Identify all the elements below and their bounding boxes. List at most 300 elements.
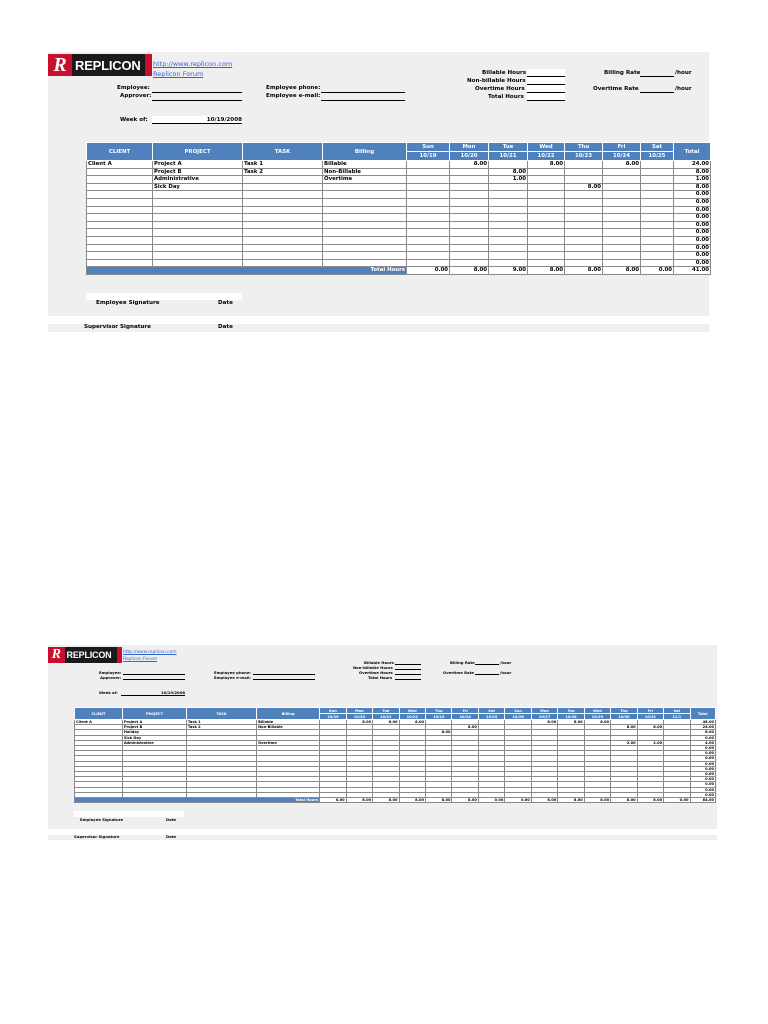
cell-hours[interactable]	[489, 221, 528, 229]
cell-project[interactable]: Project A	[122, 720, 186, 725]
header-day: Fri	[603, 143, 641, 152]
cell-billing[interactable]: Overtime	[323, 176, 407, 184]
cell-hours[interactable]	[450, 191, 489, 199]
header-date: 10/22	[528, 152, 565, 161]
cell-hours[interactable]: 8.00	[637, 725, 663, 730]
cell-hours[interactable]	[565, 214, 603, 222]
cell-task[interactable]	[243, 236, 323, 244]
cell-task[interactable]: Task 1	[243, 161, 323, 169]
cell-hours[interactable]	[641, 221, 674, 229]
total-hours-row	[87, 267, 711, 275]
cell-task[interactable]: Task 1	[186, 720, 256, 725]
cell-billing[interactable]: Non-Billable	[323, 168, 407, 176]
cell-task[interactable]	[243, 206, 323, 214]
cell-row-total: 8.00	[674, 168, 711, 176]
cell-task[interactable]: Task 2	[186, 725, 256, 730]
cell-hours[interactable]	[528, 206, 565, 214]
header-date: 10/27	[531, 714, 557, 720]
cell-hours[interactable]	[641, 214, 674, 222]
employee-signature-field[interactable]	[86, 293, 242, 300]
cell-hours[interactable]	[528, 214, 565, 222]
cell-hours[interactable]: 8.00	[346, 720, 372, 725]
cell-hours[interactable]: 8.00	[558, 720, 584, 725]
cell-hours[interactable]	[450, 244, 489, 252]
billing-rate-field[interactable]	[640, 76, 674, 77]
overtime-rate-field-small[interactable]	[475, 674, 499, 675]
cell-billing[interactable]: Non-Billable	[257, 725, 320, 730]
website-link[interactable]: http://www.replicon.com	[153, 60, 233, 68]
approver-label: Approver:	[120, 93, 152, 99]
cell-hours[interactable]	[528, 259, 565, 267]
cell-hours[interactable]	[528, 244, 565, 252]
cell-hours[interactable]	[565, 206, 603, 214]
cell-hours[interactable]	[641, 191, 674, 199]
cell-billing[interactable]	[323, 191, 407, 199]
cell-hours[interactable]	[603, 191, 641, 199]
cell-project[interactable]	[153, 259, 243, 267]
table-row	[87, 214, 711, 222]
cell-hours[interactable]	[489, 214, 528, 222]
header-date: 11/1	[664, 714, 690, 720]
cell-billing[interactable]	[323, 229, 407, 237]
cell-hours[interactable]	[641, 244, 674, 252]
supervisor-signature-field[interactable]	[48, 316, 709, 324]
cell-billing[interactable]	[323, 221, 407, 229]
billing-rate-unit-small: /hour	[500, 660, 512, 665]
cell-hours[interactable]	[641, 183, 674, 191]
email-field-small[interactable]	[253, 679, 315, 680]
nonbillable-hours-field-small[interactable]	[395, 669, 421, 670]
cell-task[interactable]	[243, 221, 323, 229]
cell-row-total: 0.00	[690, 777, 715, 782]
website-link-small[interactable]: http://www.replicon.com	[123, 650, 177, 655]
cell-hours[interactable]	[641, 198, 674, 206]
cell-hours[interactable]	[565, 244, 603, 252]
header-day: Thu	[426, 708, 452, 714]
total-hours-field-small[interactable]	[395, 679, 421, 680]
header-date: 10/24	[603, 152, 641, 161]
cell-hours[interactable]	[407, 221, 450, 229]
cell-hours[interactable]	[603, 198, 641, 206]
employee-field-small[interactable]	[123, 674, 185, 675]
cell-row-total: 0.00	[674, 198, 711, 206]
cell-hours[interactable]: 8.00	[565, 183, 603, 191]
cell-hours[interactable]	[407, 244, 450, 252]
header-date: 10/22	[399, 714, 425, 720]
header-day: Mon	[531, 708, 557, 714]
cell-billing[interactable]: Billable	[257, 720, 320, 725]
cell-project[interactable]	[153, 198, 243, 206]
day-total: 8.00	[565, 267, 603, 275]
cell-hours[interactable]	[641, 176, 674, 184]
total-hours-label-small: Total Hours	[368, 675, 393, 680]
timesheet-biweekly-table	[74, 707, 716, 803]
cell-hours[interactable]	[407, 176, 450, 184]
cell-hours[interactable]	[407, 259, 450, 267]
day-total: 8.00	[603, 267, 641, 275]
cell-hours[interactable]	[489, 206, 528, 214]
cell-hours[interactable]: 8.00	[452, 725, 478, 730]
cell-hours[interactable]	[565, 161, 603, 169]
cell-hours[interactable]	[641, 206, 674, 214]
cell-hours[interactable]	[603, 176, 641, 184]
approver-field[interactable]	[152, 100, 242, 101]
cell-task[interactable]	[243, 198, 323, 206]
table-row	[87, 161, 711, 169]
table-row	[87, 198, 711, 206]
day-total: 0.00	[505, 798, 531, 803]
billable-hours-field-small[interactable]	[395, 664, 421, 665]
cell-hours[interactable]	[450, 259, 489, 267]
cell-client[interactable]: Client A	[87, 161, 153, 169]
cell-hours[interactable]	[489, 236, 528, 244]
cell-hours[interactable]	[407, 252, 450, 260]
cell-hours[interactable]	[528, 229, 565, 237]
cell-project[interactable]	[153, 206, 243, 214]
cell-project[interactable]: Project B	[122, 725, 186, 730]
cell-hours[interactable]	[407, 229, 450, 237]
header-date: 10/21	[489, 152, 528, 161]
day-total: 8.00	[452, 798, 478, 803]
cell-hours[interactable]: 8.00	[584, 720, 610, 725]
billable-hours-label-small: Billable Hours	[364, 660, 394, 665]
header-day: Tue	[558, 708, 584, 714]
header-day: Fri	[637, 708, 663, 714]
header-day: Mon	[450, 143, 489, 152]
cell-hours[interactable]: 8.00	[399, 720, 425, 725]
cell-hours[interactable]	[565, 252, 603, 260]
cell-billing[interactable]	[323, 259, 407, 267]
cell-hours[interactable]	[565, 259, 603, 267]
supervisor-signature-date: Date	[218, 324, 233, 330]
table-row	[87, 244, 711, 252]
phone-field[interactable]	[321, 92, 405, 93]
approver-field-small[interactable]	[123, 679, 185, 680]
cell-client[interactable]	[87, 229, 153, 237]
cell-project[interactable]	[153, 229, 243, 237]
header-total: Total	[674, 143, 711, 161]
header-day: Tue	[489, 143, 528, 152]
cell-row-total: 0.00	[690, 792, 715, 797]
cell-hours[interactable]	[528, 176, 565, 184]
replicon-r-mark: R	[48, 54, 72, 76]
overtime-rate-label: Overtime Rate	[593, 86, 639, 92]
header-date: 10/20	[346, 714, 372, 720]
cell-client[interactable]	[87, 236, 153, 244]
cell-hours[interactable]	[528, 191, 565, 199]
cell-row-total: 1.00	[674, 176, 711, 184]
overtime-hours-field-small[interactable]	[395, 674, 421, 675]
cell-client[interactable]	[87, 221, 153, 229]
cell-hours[interactable]	[603, 214, 641, 222]
week-of-field-small[interactable]	[121, 695, 185, 696]
cell-project[interactable]: Project A	[153, 161, 243, 169]
cell-hours[interactable]	[407, 214, 450, 222]
day-total: 0.00	[641, 267, 674, 275]
cell-hours[interactable]	[407, 206, 450, 214]
cell-hours[interactable]	[489, 161, 528, 169]
cell-billing[interactable]	[323, 244, 407, 252]
cell-row-total: 0.00	[674, 221, 711, 229]
header-date: 10/21	[373, 714, 399, 720]
cell-hours[interactable]	[603, 252, 641, 260]
cell-hours[interactable]	[450, 236, 489, 244]
email-label-small: Employee e-mail:	[214, 675, 251, 680]
header-date: 10/23	[426, 714, 452, 720]
approver-label-small: Approver:	[100, 675, 122, 680]
cell-task[interactable]	[243, 214, 323, 222]
cell-client[interactable]	[87, 168, 153, 176]
cell-hours[interactable]	[450, 252, 489, 260]
cell-billing[interactable]: Billable	[323, 161, 407, 169]
cell-hours[interactable]	[641, 259, 674, 267]
cell-hours[interactable]	[407, 191, 450, 199]
nonbillable-hours-label-small: Non-billable Hours	[353, 665, 393, 670]
cell-hours[interactable]	[565, 191, 603, 199]
cell-hours[interactable]	[565, 176, 603, 184]
week-of-value: 10/19/2008	[206, 117, 242, 123]
cell-hours[interactable]	[641, 161, 674, 169]
total-hours-row-label: Total Hours	[87, 267, 407, 275]
cell-hours[interactable]	[407, 168, 450, 176]
header-day: Sun	[320, 708, 346, 714]
cell-hours[interactable]	[565, 229, 603, 237]
employee-field[interactable]	[152, 92, 242, 93]
cell-project[interactable]: Sick Day	[153, 183, 243, 191]
day-total: 8.00	[373, 798, 399, 803]
header-date: 10/31	[637, 714, 663, 720]
cell-project[interactable]: Sick Day	[122, 735, 186, 740]
header-date: 10/20	[450, 152, 489, 161]
table-row	[87, 191, 711, 199]
header-day: Sun	[505, 708, 531, 714]
cell-client[interactable]: Client A	[75, 720, 123, 725]
cell-client[interactable]	[87, 252, 153, 260]
email-field[interactable]	[321, 100, 405, 101]
cell-project[interactable]	[153, 221, 243, 229]
cell-hours[interactable]	[450, 168, 489, 176]
cell-task[interactable]	[243, 191, 323, 199]
header-billing: Billing	[257, 708, 320, 720]
cell-hours[interactable]	[489, 198, 528, 206]
phone-label: Employee phone:	[266, 85, 321, 91]
cell-project[interactable]	[153, 214, 243, 222]
cell-hours[interactable]	[407, 183, 450, 191]
cell-row-total: 4.00	[690, 740, 715, 745]
cell-row-total: 0.00	[674, 214, 711, 222]
cell-client[interactable]	[87, 176, 153, 184]
cell-client[interactable]	[87, 259, 153, 267]
cell-billing[interactable]	[323, 252, 407, 260]
cell-hours[interactable]	[603, 229, 641, 237]
cell-row-total: 0.00	[674, 252, 711, 260]
cell-billing[interactable]	[323, 236, 407, 244]
cell-hours[interactable]	[489, 229, 528, 237]
cell-hours[interactable]: 1.00	[489, 176, 528, 184]
cell-hours[interactable]	[489, 244, 528, 252]
cell-billing[interactable]	[323, 198, 407, 206]
cell-hours[interactable]: 8.00	[531, 720, 557, 725]
nonbillable-hours-field[interactable]	[527, 77, 565, 85]
cell-hours[interactable]	[450, 206, 489, 214]
cell-hours[interactable]	[641, 168, 674, 176]
overtime-hours-field[interactable]	[527, 85, 565, 93]
cell-hours[interactable]	[528, 252, 565, 260]
cell-task[interactable]	[243, 244, 323, 252]
logo-text: REPLICON	[75, 57, 141, 73]
cell-client[interactable]	[87, 198, 153, 206]
cell-project[interactable]: Administrative	[122, 740, 186, 745]
day-total: 8.00	[346, 798, 372, 803]
cell-project[interactable]: Administrative	[153, 176, 243, 184]
phone-field-small[interactable]	[253, 674, 315, 675]
cell-client[interactable]	[87, 244, 153, 252]
cell-hours[interactable]	[450, 176, 489, 184]
cell-hours[interactable]	[450, 214, 489, 222]
billing-rate-field-small[interactable]	[475, 664, 499, 665]
replicon-r-mark-small: R	[48, 647, 65, 663]
cell-hours[interactable]	[641, 252, 674, 260]
cell-hours[interactable]	[603, 206, 641, 214]
cell-project[interactable]	[153, 236, 243, 244]
nonbillable-hours-label: Non-billable Hours	[467, 78, 526, 84]
cell-hours[interactable]	[603, 259, 641, 267]
day-total: 8.00	[531, 798, 557, 803]
cell-hours[interactable]: 8.00	[489, 168, 528, 176]
replicon-logo	[48, 54, 152, 76]
cell-row-total: 24.00	[674, 161, 711, 169]
timesheet-weekly-table	[86, 142, 711, 275]
cell-hours[interactable]	[565, 198, 603, 206]
header-project: PROJECT	[122, 708, 186, 720]
cell-hours[interactable]	[528, 221, 565, 229]
cell-hours[interactable]: 8.00	[450, 161, 489, 169]
cell-hours[interactable]	[489, 259, 528, 267]
overtime-rate-field[interactable]	[640, 92, 674, 93]
day-total: 8.00	[584, 798, 610, 803]
total-hours-row	[75, 798, 716, 803]
employee-signature-label-small: Employee Signature	[80, 817, 124, 822]
total-hours-row-label: Total Hours	[75, 798, 320, 803]
forum-link-small[interactable]: Replicon Forum	[123, 657, 157, 662]
cell-hours[interactable]	[603, 183, 641, 191]
cell-hours[interactable]	[450, 198, 489, 206]
cell-row-total: 0.00	[690, 751, 715, 756]
header-day: Mon	[346, 708, 372, 714]
cell-task[interactable]	[243, 183, 323, 191]
cell-task[interactable]: Task 2	[243, 168, 323, 176]
logo-inc-tab-small	[117, 647, 122, 663]
cell-row-total: 0.00	[690, 735, 715, 740]
cell-hours[interactable]	[603, 168, 641, 176]
table-row	[87, 229, 711, 237]
cell-hours[interactable]	[603, 236, 641, 244]
cell-project[interactable]	[153, 191, 243, 199]
cell-hours[interactable]	[489, 183, 528, 191]
billing-rate-unit: /hour	[675, 70, 692, 76]
cell-project[interactable]: Holiday	[122, 730, 186, 735]
cell-row-total: 8.00	[690, 730, 715, 735]
cell-hours[interactable]	[450, 221, 489, 229]
cell-billing[interactable]	[323, 214, 407, 222]
cell-task[interactable]	[243, 229, 323, 237]
cell-hours[interactable]	[450, 183, 489, 191]
cell-hours[interactable]	[407, 236, 450, 244]
billing-rate-label: Billing Rate	[604, 70, 641, 76]
billable-hours-field[interactable]	[527, 69, 565, 77]
cell-hours[interactable]	[489, 191, 528, 199]
week-of-value-small: 10/19/2008	[161, 690, 185, 695]
cell-hours[interactable]	[407, 161, 450, 169]
cell-hours[interactable]	[528, 183, 565, 191]
header-day: Wed	[399, 708, 425, 714]
total-hours-field[interactable]	[527, 93, 565, 101]
cell-client[interactable]	[87, 206, 153, 214]
cell-hours[interactable]	[565, 168, 603, 176]
cell-hours[interactable]	[528, 236, 565, 244]
cell-client[interactable]	[87, 214, 153, 222]
billable-hours-label: Billable Hours	[482, 70, 527, 76]
supervisor-signature-field-small[interactable]	[48, 829, 717, 835]
cell-billing[interactable]	[323, 183, 407, 191]
cell-hours[interactable]	[603, 244, 641, 252]
cell-project[interactable]	[153, 244, 243, 252]
cell-hours[interactable]: 8.00	[426, 730, 452, 735]
cell-hours[interactable]	[565, 236, 603, 244]
cell-hours[interactable]: 8.00	[603, 161, 641, 169]
cell-task[interactable]	[243, 252, 323, 260]
header-date: 10/19	[407, 152, 450, 161]
cell-hours[interactable]: 2.00	[611, 740, 637, 745]
cell-hours[interactable]: 8.00	[611, 725, 637, 730]
logo-text-small: REPLICON	[66, 650, 112, 660]
cell-row-total: 0.00	[690, 787, 715, 792]
cell-row-total: 0.00	[690, 746, 715, 751]
cell-hours[interactable]: 2.00	[637, 740, 663, 745]
header-row	[87, 143, 711, 152]
cell-hours[interactable]	[528, 198, 565, 206]
cell-hours[interactable]	[603, 221, 641, 229]
header-day: Wed	[584, 708, 610, 714]
cell-hours[interactable]	[407, 198, 450, 206]
header-day: Wed	[528, 143, 565, 152]
forum-link[interactable]: Replicon Forum	[153, 70, 204, 78]
cell-project[interactable]	[153, 252, 243, 260]
cell-hours[interactable]	[450, 229, 489, 237]
table-row	[87, 206, 711, 214]
cell-billing[interactable]: Overtime	[257, 740, 320, 745]
cell-client[interactable]	[87, 191, 153, 199]
table-row	[87, 259, 711, 267]
cell-project[interactable]: Project B	[153, 168, 243, 176]
cell-hours[interactable]	[528, 168, 565, 176]
overtime-rate-unit-small: /hour	[500, 670, 512, 675]
cell-hours[interactable]	[565, 221, 603, 229]
cell-hours[interactable]: 8.00	[373, 720, 399, 725]
overtime-hours-label: Overtime Hours	[475, 86, 525, 92]
cell-task[interactable]	[243, 176, 323, 184]
cell-client[interactable]	[87, 183, 153, 191]
cell-billing[interactable]	[323, 206, 407, 214]
cell-task[interactable]	[243, 259, 323, 267]
cell-hours[interactable]	[489, 252, 528, 260]
header-total: Total	[690, 708, 715, 720]
cell-hours[interactable]: 8.00	[528, 161, 565, 169]
header-date: 10/23	[565, 152, 603, 161]
cell-hours[interactable]	[641, 236, 674, 244]
cell-hours[interactable]	[641, 229, 674, 237]
employee-label: Employee:	[117, 85, 150, 91]
